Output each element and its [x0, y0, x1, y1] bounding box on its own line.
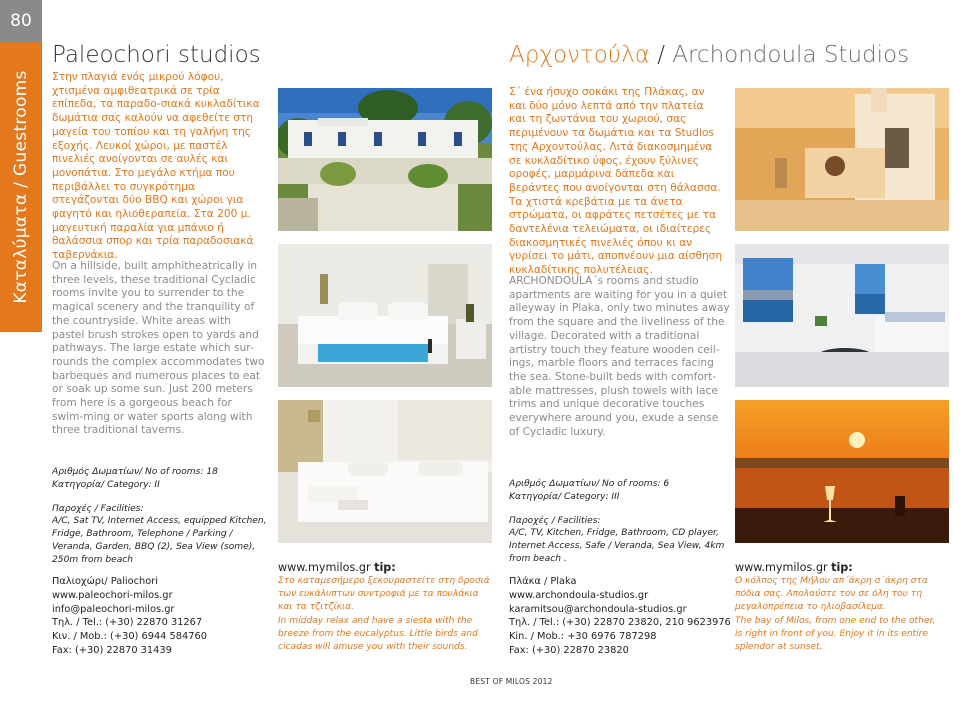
photo-archondoula-terrace: [735, 88, 949, 231]
section-tab: [0, 42, 42, 332]
left-greek-text: Στην πλαγιά ενός μικρού λόφου, χτισμένα αμφιθεατρικά σε τρία επίπεδα, τα παραδο-σιακά κυκλαδίτικα δωμάτια σας καλούν να αφεθείτε στη μαγεία του τοπίου και τη γαλήνη της εξοχής. Λευκοί χώροι, με παστέλ πινελιές ανοίγονται σε αυλές και μονοπάτια. Στο μεγάλο κτήμα που περιβάλλει το συγκρότημα στεγάζονται δύο BBQ και χώροι για φαγητό και ηλιοθεραπεία. Στα 200 μ. μαγευτική παραλία για μπάνιο ή θαλάσσια σπορ και τρία παραδοσιακά ταβερνάκια.: [52, 71, 260, 262]
left-title: Paleochori studios: [52, 42, 261, 68]
right-title: [509, 42, 909, 68]
left-english-text: On a hillside, built amphitheatrically in three levels, these traditional Cycladic rooms invite you to surrender to the magical scenery and the tranquility of the countryside. White areas with pastel brush strokes open to yards and pathways. The large estate which sur-rounds the complex accommodates two barbeques and numerous places to eat or soak up some sun. Just 200 meters from here is a gorgeous beach for swim-ming or water sports along with three traditional taverns.: [52, 260, 265, 437]
left-tip-heading: [278, 561, 396, 574]
photo-paleochori-exterior: [278, 88, 492, 231]
right-contact-tel: Τηλ. / Tel.: (+30) 22870 23820, 210 9623976: [509, 617, 731, 629]
left-facilities: A/C, Sat TV, Internet Access, equipped Kitchen, Fridge, Bathroom, Telephone / Parking / Veranda, Garden, BBQ (2), Sea View (some), 250m from beach: [52, 516, 267, 565]
page-number: 80: [0, 0, 42, 42]
left-facilities-heading: Παροχές / Facilities:: [52, 503, 144, 514]
right-contact-website[interactable]: www.archondoula-studios.gr: [509, 589, 649, 601]
right-title-english: Archondoula Studios: [672, 42, 910, 68]
right-contact: [509, 575, 731, 658]
right-tip-english: The bay of Milos, from one end to the other, is right in front of you. Enjoy it in its entire splendor at sunset.: [735, 616, 936, 653]
left-contact-location: Παλιοχώρι/ Paliochori: [52, 576, 158, 587]
right-title-greek: Αρχοντούλα: [509, 42, 650, 68]
left-contact-mobile: Κιν. / Mob.: (+30) 6944 584760: [52, 631, 207, 643]
right-tip-site[interactable]: www.mymilos.gr: [735, 561, 828, 574]
right-greek-text: Σ΄ ένα ήσυχο σοκάκι της Πλάκας, αν και δύο μόνο λεπτά από την πλατεία και τη ζωντάνια του χωριού, σας περιμένουν τα δωμάτια και τα Studios της Αρχοντούλας. Λιτά διακοσμημένα σε κυκλαδίτικο ύφος, έχουν ξύλινες οροφές, μαρμάρινα δάπεδα και βεράντες που ανοίγονται στη θάλασσα. Τα χτιστά κρεβάτια με τα άνετα στρώματα, οι αφράτες πετσέτες με τα δαντελένια τελειώματα, οι ιδιαίτερες διακοσμητικές πινελιές όπου κι αν γυρίσει το μάτι, αποπνέουν μια αίσθηση κυκλαδίτικης πολυτέλειας.: [509, 86, 723, 277]
left-contact-email[interactable]: info@paleochori-milos.gr: [52, 603, 175, 615]
left-contact-website[interactable]: www.paleochori-milos.gr: [52, 589, 173, 601]
right-rooms: Αριθμός Δωματίων/ No of rooms: 6: [509, 479, 670, 489]
right-info-block: [509, 478, 731, 566]
photo-paleochori-bedroom: [278, 244, 492, 387]
left-tip-site[interactable]: www.mymilos.gr: [278, 561, 371, 574]
photo-archondoula-room: [735, 244, 949, 387]
section-label: Καταλύματα / Guestrooms: [11, 70, 31, 304]
right-english-text: ARCHONDOULA΄s rooms and studio apartments are waiting for you in a quiet alleyway in Plaka, only two minutes away from the square and the liveliness of the village. Decorated with a traditional artistry touch they feature wooden ceil-ings, marble floors and terraces facing the sea. Stone-built beds with comfort-able mattresses, plush towels with lace trims and unique decorative touches everywhere around you, exude a sense of Cycladic luxury.: [509, 275, 730, 438]
left-info-block: [52, 466, 272, 567]
left-tip-word: tip:: [374, 561, 396, 574]
right-tip-heading: [735, 561, 853, 574]
footer-label: BEST OF MILOS 2012: [470, 677, 553, 686]
left-contact: [52, 575, 207, 658]
right-tip-greek: Ο κόλπος της Μήλου απ΄άκρη σ΄άκρη στα πόδια σας. Απολαύστε τον σε όλη του τη μεγαλοπρέπεια το ηλιοβασίλεμα.: [735, 576, 928, 613]
left-category: Κατηγορία/ Category: ΙΙ: [52, 479, 160, 490]
left-tip-greek: Στο καταμεσήμερο ξεκουραστείτε στη δροσιά των ευκάλυπτων συντροφιά με τα πουλάκια και τα τζιτζίκια.: [278, 576, 490, 613]
right-contact-mobile: Kin. / Mob.: +30 6976 787298: [509, 631, 657, 643]
right-contact-email[interactable]: karamitsou@archondoula-studios.gr: [509, 603, 687, 615]
left-contact-tel: Τηλ. / Tel.: (+30) 22870 31267: [52, 617, 203, 629]
right-facilities-heading: Παροχές / Facilities:: [509, 515, 601, 526]
left-tip-english: In midday relax and have a siesta with the breeze from the eucalyptus. Little birds and cicadas will amuse you with their sounds.: [278, 616, 478, 653]
right-contact-location: Πλάκα / Plaka: [509, 576, 577, 587]
photo-archondoula-sunset: [735, 400, 949, 543]
left-contact-fax: Fax: (+30) 22870 31439: [52, 644, 172, 656]
right-contact-fax: Fax: (+30) 22870 23820: [509, 644, 629, 656]
right-category: Κατηγορία/ Category: ΙΙΙ: [509, 491, 620, 502]
right-title-separator: /: [657, 42, 665, 68]
right-tip-word: tip:: [831, 561, 853, 574]
photo-paleochori-twin-room: [278, 400, 492, 543]
right-facilities: A/C, TV, Kitchen, Fridge, Bathroom, CD player, Internet Access, Safe / Veranda, Sea View, 4km from beach .: [509, 528, 725, 564]
left-rooms: Αριθμός Δωματίων/ No of rooms: 18: [52, 467, 218, 477]
